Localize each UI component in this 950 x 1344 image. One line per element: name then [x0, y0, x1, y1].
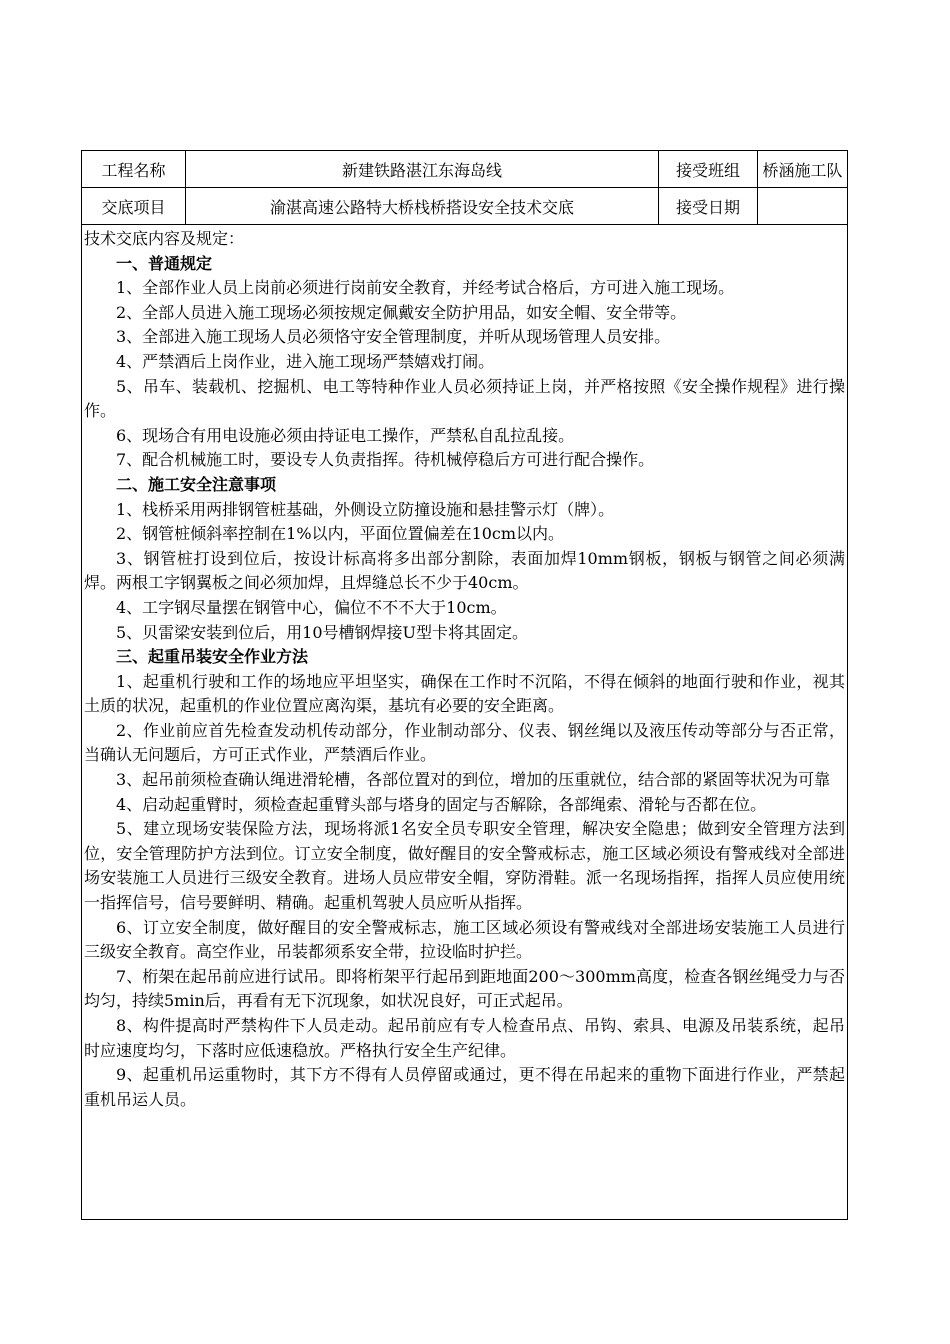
- list-item: 2、钢管桩倾斜率控制在1%以内，平面位置偏差在10cm以内。: [116, 524, 565, 544]
- content-intro: 技术交底内容及规定：: [84, 229, 245, 248]
- list-item: 2、作业前应首先检查发动机传动部分，作业制动部分、仪表、钢丝绳以及液压传动等部分与否正常，当确认无问题后，方可正式作业，严禁酒后作业。: [84, 720, 845, 765]
- list-item: 1、起重机行驶和工作的场地应平坦坚实，确保在工作时不沉陷，不得在倾斜的地面行驶和作业，视其土质的状况，起重机的作业位置应离沟渠，基坑有必要的安全距离。: [84, 671, 845, 716]
- list-item: 7、桁架在起吊前应进行试吊。即将桁架平行起吊到距地面200～300mm高度，检查各钢丝绳受力与否均匀，持续5min后，再看有无下沉现象，如状况良好，可正式起吊。: [84, 966, 845, 1011]
- list-item: 4、启动起重臂时，须检查起重臂头部与塔身的固定与否解除，各部绳索、滑轮与否都在位。: [116, 794, 767, 814]
- list-item: 1、栈桥采用两排钢管桩基础，外侧设立防撞设施和悬挂警示灯（牌）。: [116, 499, 615, 519]
- list-item: 5、吊车、装载机、挖掘机、电工等特种作业人员必须持证上岗，并严格按照《安全操作规程》进行操作。: [84, 376, 845, 421]
- disclosure-form: [81, 150, 848, 1220]
- list-item: 3、全部进入施工现场人员必须恪守安全管理制度，并听从现场管理人员安排。: [116, 327, 671, 347]
- section-heading: 三、起重吊装安全作业方法: [116, 647, 309, 667]
- list-item: 8、构件提高时严禁构件下人员走动。起吊前应有专人检查吊点、吊钩、索具、电源及吊装系统，起吊时应速度均匀，下落时应低速稳放。严格执行安全生产纪律。: [84, 1016, 845, 1060]
- receiving-date-value: [758, 188, 847, 224]
- disclosure-item-value: 渝湛高速公路特大桥栈桥搭设安全技术交底: [186, 188, 659, 224]
- disclosure-content: [84, 227, 845, 1112]
- list-item: 3、钢管桩打设到位后，按设计标高将多出部分割除，表面加焊10mm钢板，钢板与钢管之间必须满焊。两根工字钢翼板之间必须加焊，且焊缝总长不少于40cm。: [84, 548, 845, 593]
- list-item: 3、起吊前须检查确认绳进滑轮槽，各部位置对的到位，增加的压重就位，结合部的紧固等状况为可靠: [116, 770, 831, 790]
- list-item: 9、起重机吊运重物时，其下方不得有人员停留或通过，更不得在吊起来的重物下面进行作业，严禁起重机吊运人员。: [84, 1065, 845, 1109]
- project-name-label: 工程名称: [82, 151, 186, 187]
- list-item: 6、现场合有用电设施必须由持证电工操作，严禁私自乱拉乱接。: [116, 425, 575, 445]
- list-item: 6、订立安全制度，做好醒目的安全警戒标志，施工区域必须设有警戒线对全部进场安装施工人员进行三级安全教育。高空作业，吊装都须系安全带，拉设临时护拦。: [84, 917, 845, 962]
- receiving-date-label: 接受日期: [659, 188, 758, 224]
- receiving-team-label: 接受班组: [659, 151, 758, 187]
- list-item: 5、建立现场安装保险方法，现场将派1名安全员专职安全管理，解决安全隐患；做到安全管理方法到位，安全管理防护方法到位。订立安全制度，做好醒目的安全警戒标志，施工区域必须设有警戒线对全部进场安装施工人员进行三级安全教育。进场人员应带安全帽，穿防滑鞋。派一名现场指挥，指挥人员应使用统一指挥信号，信号要鲜明、精确。起重机驾驶人员应听从指挥。: [84, 819, 845, 913]
- list-item: 4、工字钢尽量摆在钢管中心，偏位不不不大于10cm。: [116, 597, 507, 617]
- section-heading: 一、普通规定: [116, 253, 213, 273]
- receiving-team-value: 桥涵施工队: [762, 160, 843, 180]
- disclosure-item-label: 交底项目: [82, 188, 186, 224]
- header-row-project: [82, 151, 847, 188]
- list-item: 5、贝雷梁安装到位后，用10号槽钢焊接U型卡将其固定。: [116, 622, 529, 642]
- header-row-item: [82, 188, 847, 225]
- list-item: 2、全部人员进入施工现场必须按规定佩戴安全防护用品，如安全帽、安全带等。: [116, 302, 687, 322]
- list-item: 4、严禁酒后上岗作业，进入施工现场严禁嬉戏打闹。: [116, 351, 495, 371]
- section-heading: 二、施工安全注意事项: [116, 474, 277, 494]
- list-item: 1、全部作业人员上岗前必须进行岗前安全教育，并经考试合格后，方可进入施工现场。: [116, 278, 735, 298]
- list-item: 7、配合机械施工时，要设专人负责指挥。待机械停稳后方可进行配合操作。: [116, 450, 655, 470]
- project-name-value: 新建铁路湛江东海岛线: [186, 151, 659, 187]
